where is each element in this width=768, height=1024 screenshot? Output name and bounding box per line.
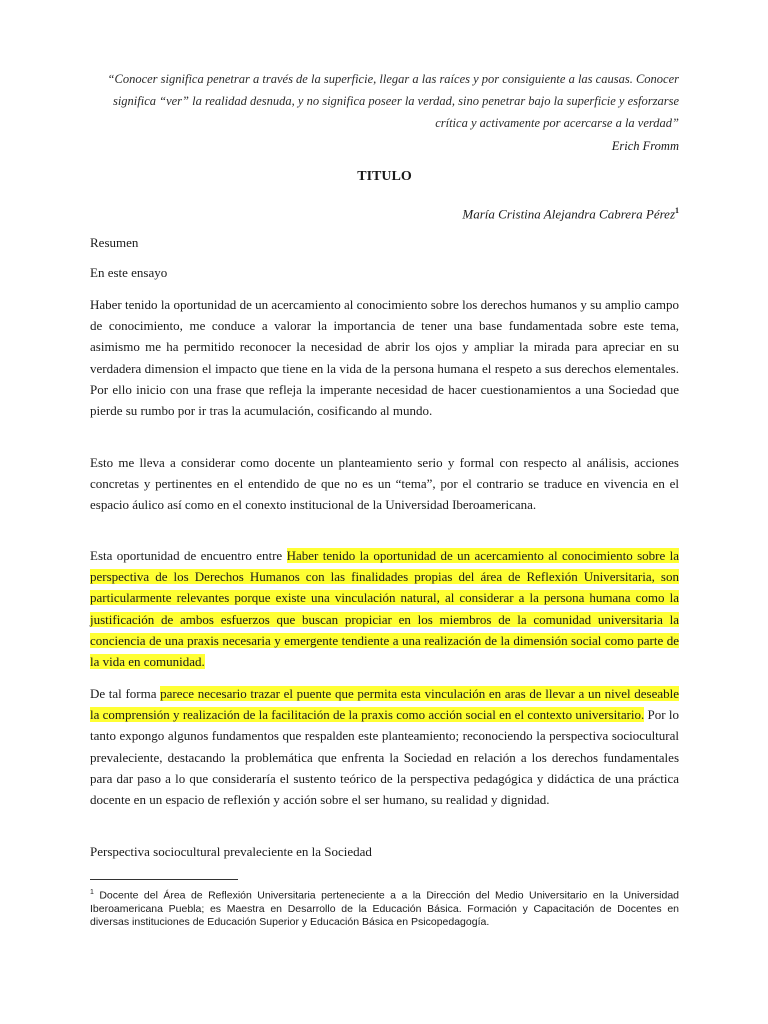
paragraph-2: Esto me lleva a considerar como docente un planteamiento serio y formal con respecto al análisis, acciones concretas y pertinentes en el entendido de que no es un “tema”, por el contrario se traduce en vivencia en el espacio áulico así como en el conexto institucional de la Universidad Iberoamericana. <box>90 455 679 513</box>
author-line <box>90 200 679 225</box>
section-heading: Perspectiva sociocultural prevaleciente en la Sociedad <box>90 844 372 859</box>
epigraph-author: Erich Fromm <box>611 139 679 153</box>
paragraph-4 <box>90 683 679 810</box>
paragraph-4-lead: De tal forma <box>90 686 161 701</box>
author-footnote-mark: 1 <box>675 206 679 215</box>
footnote-separator <box>90 879 238 880</box>
intro-label: En este ensayo <box>90 265 168 280</box>
epigraph-quote: “Conocer significa penetrar a través de la superficie, llegar a las raíces y por consiguiente a las causas. Conocer significa “ver” la realidad desnuda, y no significa poseer la verdad, sino penetrar bajo la superficie y esforzarse crítica y activamente por acercarse a la verdad” <box>107 72 679 130</box>
footnote-text: Docente del Área de Reflexión Universitaria perteneciente a a la Dirección del Medio Universitario en la Universidad Iberoamericana Puebla; es Maestra en Desarrollo de la Educación Básica. Formación y Capacitación de Docentes en diversas instituciones de Educación Superior y Educación Básica en Psicopedagogía. <box>90 889 679 928</box>
paragraph-3-lead: Esta oportunidad de encuentro entre <box>90 548 287 563</box>
resumen-label: Resumen <box>90 235 139 250</box>
paragraph-3 <box>90 545 679 672</box>
footnote-mark: 1 <box>90 889 94 896</box>
document-title: TITULO <box>357 169 412 184</box>
paragraph-3-highlight: Haber tenido la oportunidad de un acercamiento al conocimiento sobre la perspectiva de los Derechos Humanos con las finalidades propias del área de Reflexión Universitaria, son particularmente relevantes porque existe una vinculación natural, al considerar a la persona humana como la justificación de ambos esfuerzos que buscan propiciar en los miembros de la comunidad universitaria la conciencia de una praxis necesaria y emergente tendiente a una realización de la dimensión social como parte de la vida en comunidad. <box>90 548 679 670</box>
paragraph-4-rest: Por lo tanto expongo algunos fundamentos que respalden este planteamiento; reconociendo la perspectiva sociocultural prevaleciente, destacando la problemática que enfrenta la Sociedad en relación a los derechos fundamentales para dar paso a lo que consideraría el sustento teórico de la perspectiva pedagógica y didáctica de una práctica docente en un espacio de reflexión y acción sobre el ser humano, su realidad y dignidad. <box>90 707 679 808</box>
paragraph-4-highlight: parece necesario trazar el puente que permita esta vinculación en aras de llevar a un nivel deseable la comprensión y realización de la facilitación de la praxis como acción social en el contexto universitario. <box>90 686 679 723</box>
author-name: María Cristina Alejandra Cabrera Pérez <box>462 206 675 222</box>
paragraph-1: Haber tenido la oportunidad de un acercamiento al conocimiento sobre los derechos humanos y su amplio campo de conocimiento, me conduce a valorar la importancia de tener una base fundamentada sobre este tema, asimismo me ha permitido reconocer la necesidad de abrir los ojos y ampliar la mirada para apreciar en su verdadera dimension el impacto que tiene en la vida de la persona humana el respeto a sus derechos elementales. Por ello inicio con una frase que refleja la imperante necesidad de hacer cuestionamientos a una Sociedad que pierde su rumbo por ir tras la acumulación, cosificando al mundo. <box>90 297 679 419</box>
footnote <box>90 886 679 929</box>
